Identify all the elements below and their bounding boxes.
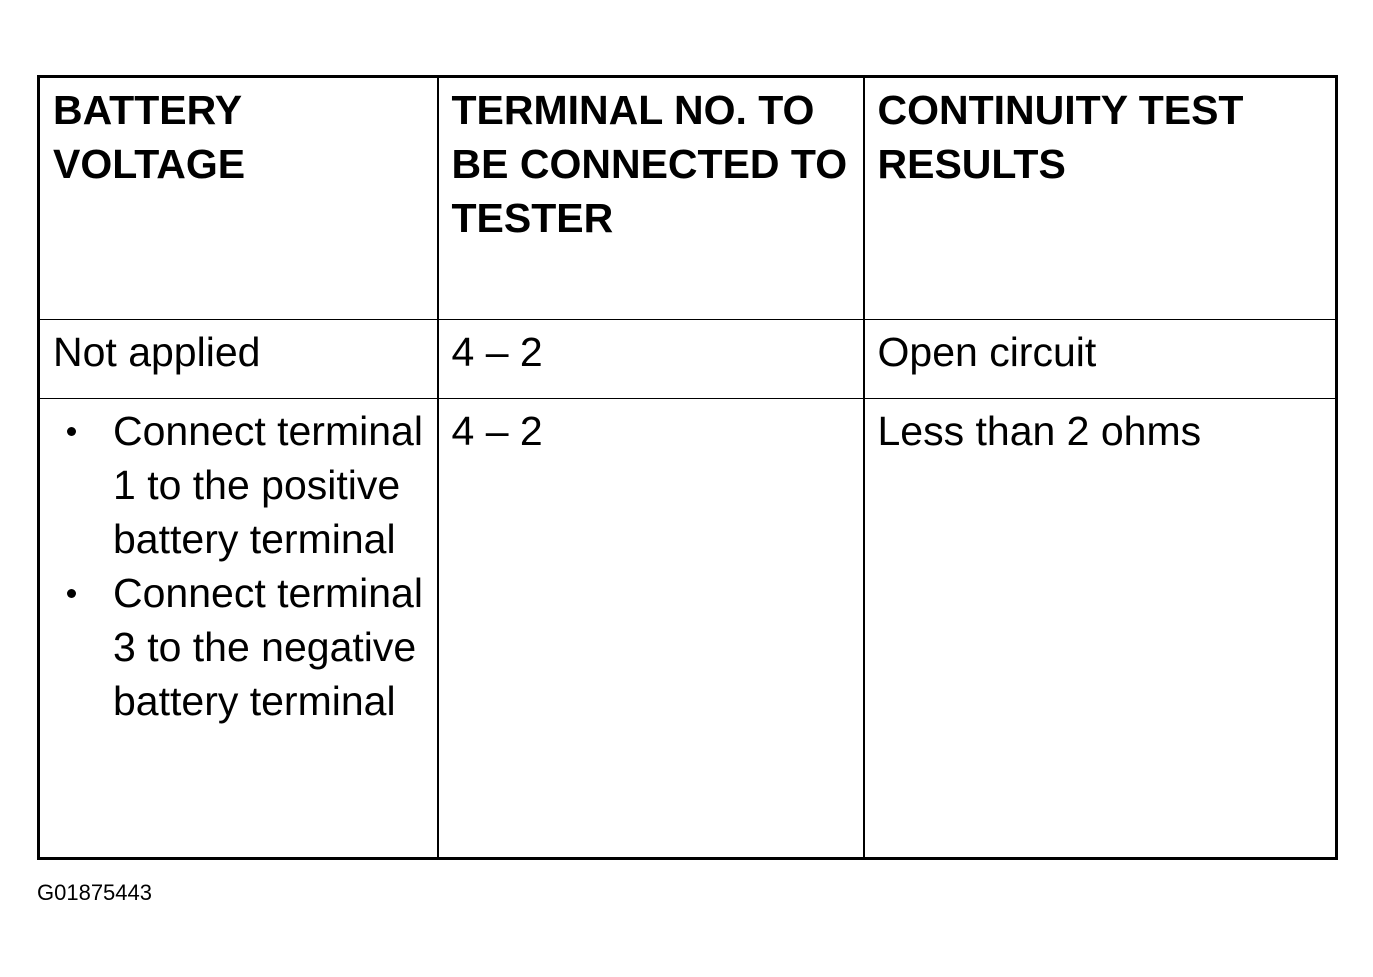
cell-battery-voltage: Not applied	[39, 320, 438, 399]
table-row	[39, 399, 1337, 859]
continuity-test-table	[37, 75, 1338, 860]
cell-result: Open circuit	[864, 320, 1337, 399]
header-terminal-no: TERMINAL NO. TO BE CONNECTED TO TESTER	[438, 77, 864, 320]
list-item	[53, 566, 425, 728]
list-item	[53, 404, 425, 566]
cell-battery-voltage	[39, 399, 438, 859]
cell-result: Less than 2 ohms	[864, 399, 1337, 859]
bullet-icon	[67, 589, 76, 598]
header-battery-voltage: BATTERY VOLTAGE	[39, 77, 438, 320]
figure-id: G01875443	[37, 880, 152, 905]
table-header-row	[39, 77, 1337, 320]
step-text: Connect terminal 1 to the positive battery terminal	[113, 408, 423, 562]
cell-terminals: 4 – 2	[438, 399, 864, 859]
table-row	[39, 320, 1337, 399]
header-continuity-results: CONTINUITY TEST RESULTS	[864, 77, 1337, 320]
cell-terminals: 4 – 2	[438, 320, 864, 399]
connection-steps-list	[53, 404, 425, 728]
step-text: Connect terminal 3 to the negative battery terminal	[113, 570, 423, 724]
bullet-icon	[67, 427, 76, 436]
